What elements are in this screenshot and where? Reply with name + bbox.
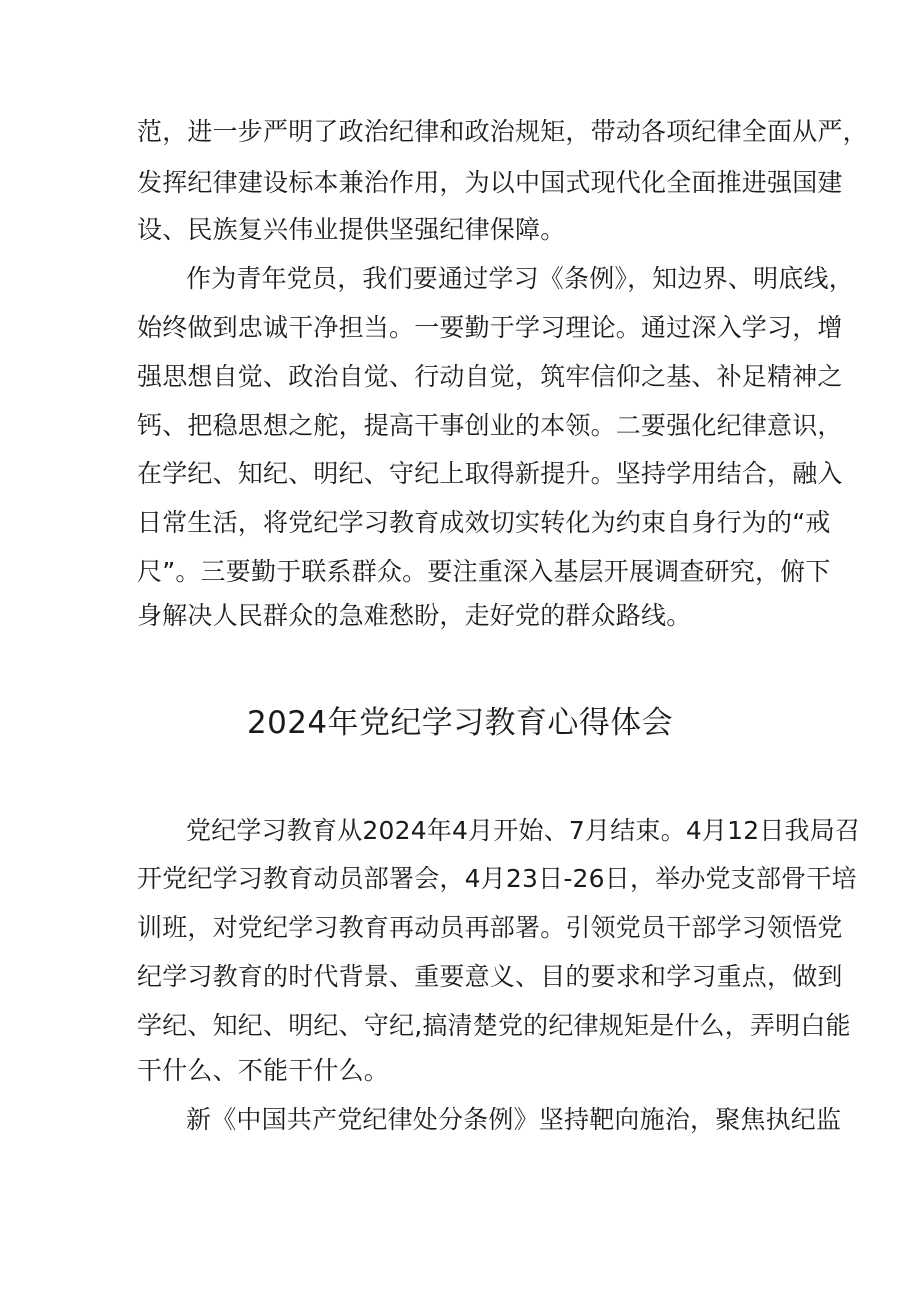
section2-paragraph2-line-1: 新《中国共产党纪律处分条例》坚持靶向施治，聚焦执纪监 xyxy=(186,1105,842,1134)
section2-paragraph1-line-1: 党纪学习教育从2024年4月开始、7月结束。4月12日我局召 xyxy=(186,816,861,845)
document-title: 2024年党纪学习教育心得体会 xyxy=(247,705,673,741)
section1-paragraph2-line-6: 日常生活，将党纪学习教育成效切实转化为约束自身行为的“戒 xyxy=(137,508,831,537)
section1-paragraph2-line-7: 尺”。三要勤于联系群众。要注重深入基层开展调查研究，俯下 xyxy=(137,557,831,586)
section2-paragraph1-line-6: 干什么、不能干什么。 xyxy=(137,1056,390,1085)
section2-paragraph1-line-2: 开党纪学习教育动员部署会，4月23日-26日，举办党支部骨干培 xyxy=(137,864,857,893)
section1-paragraph2-line-8: 身解决人民群众的急难愁盼，走好党的群众路线。 xyxy=(137,601,692,630)
section2-paragraph1-line-4: 纪学习教育的时代背景、重要意义、目的要求和学习重点，做到 xyxy=(137,962,843,991)
section1-paragraph2-line-2: 始终做到忠诚干净担当。一要勤于学习理论。通过深入学习，增 xyxy=(137,313,843,342)
section2-paragraph1-line-5: 学纪、知纪、明纪、守纪,搞清楚党的纪律规矩是什么，弄明白能 xyxy=(137,1011,851,1040)
section1-paragraph2-line-5: 在学纪、知纪、明纪、守纪上取得新提升。坚持学用结合，融入 xyxy=(137,459,843,488)
section1-paragraph1-line-3: 设、民族复兴伟业提供坚强纪律保障。 xyxy=(137,215,566,244)
section1-paragraph2-line-1: 作为青年党员，我们要通过学习《条例》，知边界、明底线， xyxy=(186,264,854,293)
section1-paragraph2-line-4: 钙、把稳思想之舵，提高干事创业的本领。二要强化纪律意识， xyxy=(137,411,843,440)
section1-paragraph2-line-3: 强思想自觉、政治自觉、行动自觉，筑牢信仰之基、补足精神之 xyxy=(137,362,843,391)
section2-paragraph1-line-3: 训班，对党纪学习教育再动员再部署。引领党员干部学习领悟党 xyxy=(137,913,843,942)
section1-paragraph1-line-2: 发挥纪律建设标本兼治作用，为以中国式现代化全面推进强国建 xyxy=(137,168,843,197)
section1-paragraph1-line-1: 范，进一步严明了政治纪律和政治规矩，带动各项纪律全面从严， xyxy=(137,117,868,146)
